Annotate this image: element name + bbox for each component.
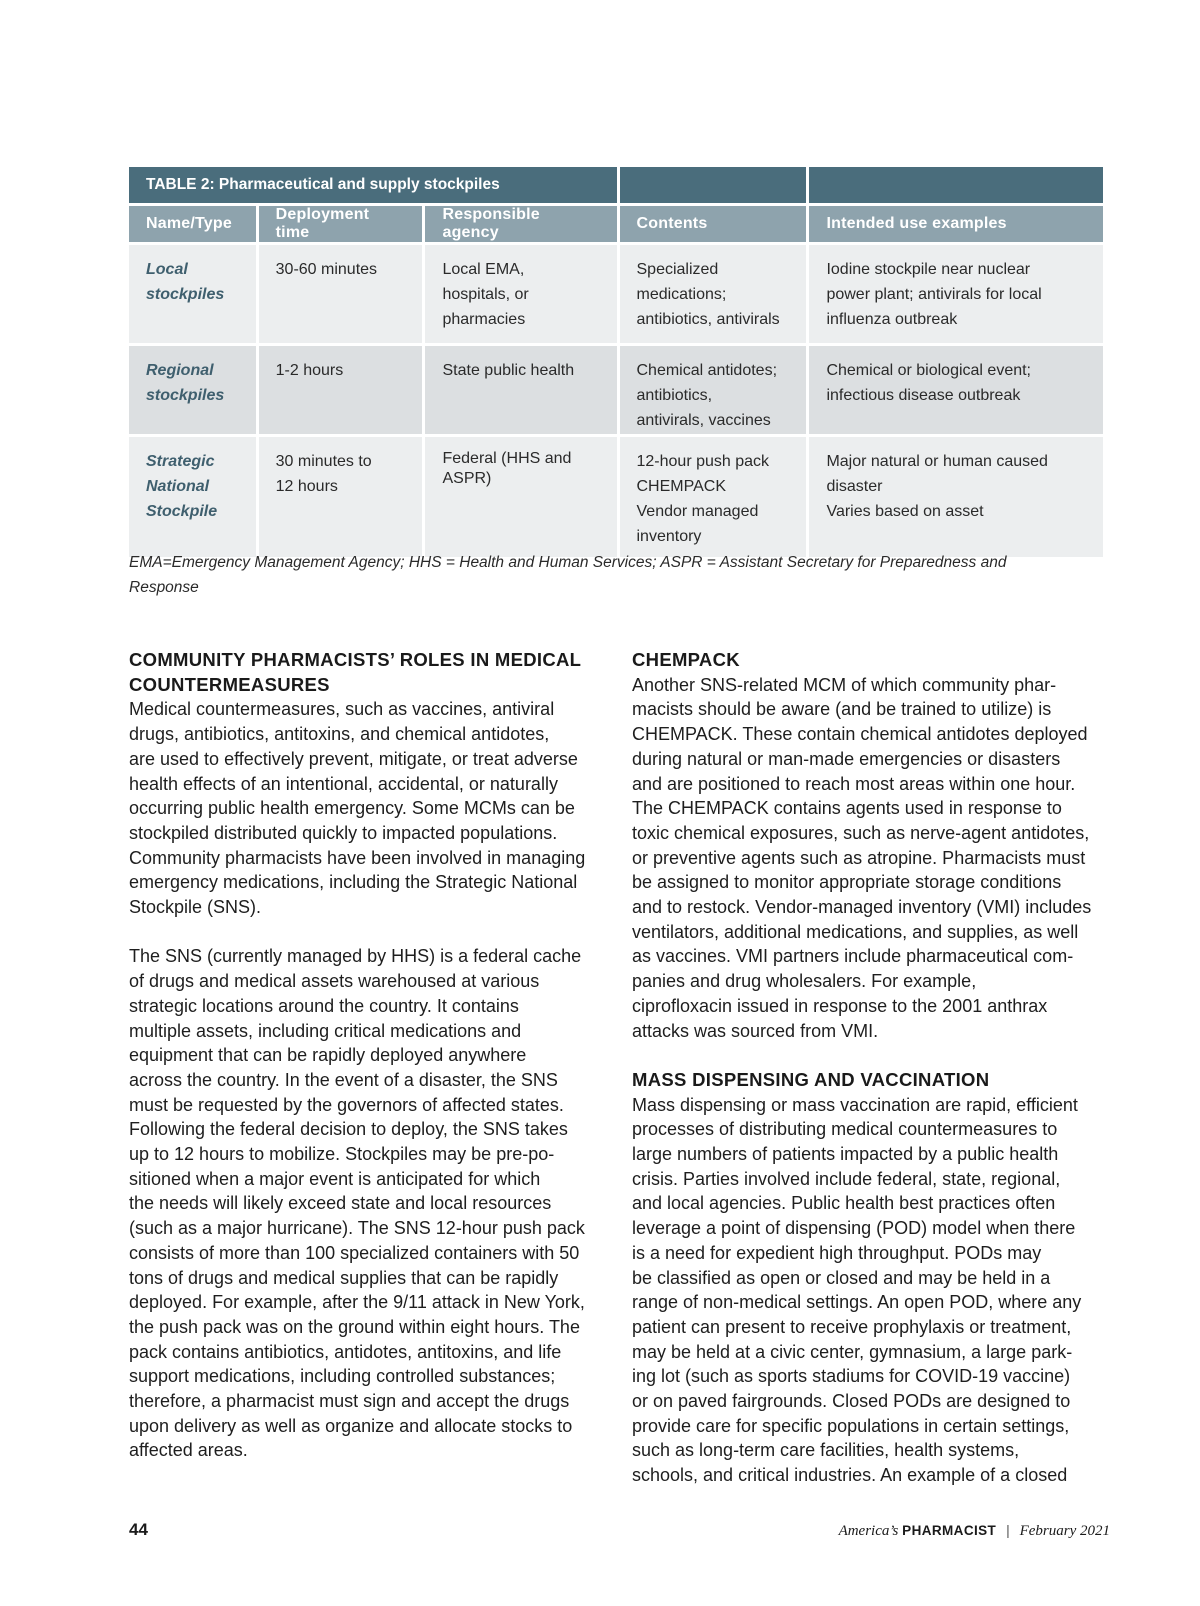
- text-line: upon delivery as well as organize and allocate stocks to: [129, 1415, 573, 1436]
- cell-line: Regional: [146, 362, 214, 379]
- cell-line: stockpiles: [146, 387, 225, 404]
- text-line: tons of drugs and medical supplies that can be rapidly: [129, 1267, 559, 1288]
- section-heading-mass-dispensing: MASS DISPENSING AND VACCINATION: [632, 1068, 990, 1090]
- row-deployment-cell: [259, 346, 423, 434]
- text-line: be assigned to monitor appropriate storage conditions: [632, 872, 1062, 893]
- text-line: therefore, a pharmacist must sign and accept the drugs: [129, 1391, 570, 1412]
- cell-line: disaster: [826, 478, 883, 495]
- cell-line: Vendor managed: [636, 503, 759, 520]
- text-line: toxic chemical exposures, such as nerve-agent antidotes,: [632, 822, 1090, 843]
- publication-prefix: America’s: [838, 1523, 899, 1539]
- row-agency-cell: [425, 437, 616, 557]
- text-line: The SNS (currently managed by HHS) is a federal cache: [129, 946, 582, 967]
- publication-masthead: [839, 1522, 1110, 1540]
- page-number: 44: [129, 1520, 148, 1539]
- text-line: during natural or man-made emergencies or disasters: [632, 748, 1061, 769]
- paragraph: [129, 697, 612, 919]
- text-line: Another SNS-related MCM of which community phar-: [632, 674, 1057, 695]
- paragraph: [632, 673, 1112, 1044]
- text-line: or on paved fairgrounds. Closed PODs are designed to: [632, 1391, 1071, 1412]
- cell-line: Strategic: [146, 453, 215, 470]
- row-deployment-cell: [259, 245, 423, 343]
- text-line: (such as a major hurricane). The SNS 12-hour push pack: [129, 1218, 585, 1239]
- text-line: leverage a point of dispensing (POD) model when there: [632, 1218, 1076, 1239]
- row-deployment-cell: [259, 437, 423, 557]
- text-line: and local agencies. Public health best practices often: [632, 1193, 1056, 1214]
- cell-line: 30 minutes to: [275, 453, 372, 470]
- stockpiles-table: [126, 164, 1106, 560]
- table-header-responsible-agency: Responsible agency: [425, 206, 616, 242]
- table-header-row: [129, 206, 1103, 242]
- text-line: panies and drug wholesalers. For example,: [632, 971, 977, 992]
- row-uses-cell: [809, 245, 1103, 343]
- cell-line: 12 hours: [275, 478, 338, 495]
- cell-line: Federal (HHS and: [442, 450, 572, 467]
- cell-line: antibiotics,: [636, 387, 713, 404]
- text-line: Stockpile (SNS).: [129, 897, 262, 918]
- text-line: consists of more than 100 specialized containers with 50: [129, 1242, 580, 1263]
- text-line: be classified as open or closed and may be held in a: [632, 1267, 1051, 1288]
- paragraph: [129, 944, 612, 1463]
- cell-line: inventory: [636, 528, 702, 545]
- table-row: [129, 245, 1103, 343]
- text-line: pack contains antibiotics, antidotes, antitoxins, and life: [129, 1341, 562, 1362]
- text-line: may be held at a civic center, gymnasium, a large park-: [632, 1341, 1073, 1362]
- text-line: and to restock. Vendor-managed inventory (VMI) includes: [632, 897, 1092, 918]
- row-agency-cell: [425, 346, 616, 434]
- table-footnote: [129, 550, 1109, 600]
- cell-line: Stockpile: [146, 503, 218, 520]
- text-line: support medications, including controlled substances;: [129, 1366, 556, 1387]
- cell-line: Local: [146, 261, 188, 278]
- text-line: health effects of an intentional, accidental, or naturally: [129, 773, 558, 794]
- cell-line: antivirals, vaccines: [636, 412, 771, 429]
- section-heading-chempack: CHEMPACK: [632, 649, 740, 670]
- text-line: ventilators, additional medications, and supplies, as well: [632, 921, 1079, 942]
- table-title-spacer: [809, 167, 1103, 203]
- text-line: ing lot (such as sports stadiums for COVID-19 vaccine): [632, 1366, 1071, 1387]
- text-line: Medical countermeasures, such as vaccines, antiviral: [129, 699, 555, 720]
- text-line: deployed. For example, after the 9/11 attack in New York,: [129, 1292, 585, 1313]
- row-contents-cell: [620, 437, 807, 557]
- text-line: drugs, antibiotics, antitoxins, and chemical antidotes,: [129, 724, 550, 745]
- text-line: provide care for specific populations in certain settings,: [632, 1415, 1070, 1436]
- table-title-spacer: [620, 167, 807, 203]
- text-line: large numbers of patients impacted by a public health: [632, 1144, 1059, 1165]
- text-line: are used to effectively prevent, mitigate, or treat adverse: [129, 748, 578, 769]
- right-column: [632, 648, 1112, 1488]
- text-line: patient can present to receive prophylaxis or treatment,: [632, 1316, 1072, 1337]
- text-line: must be requested by the governors of affected states.: [129, 1094, 564, 1115]
- table-header-intended-use: Intended use examples: [809, 206, 1103, 242]
- cell-line: Iodine stockpile near nuclear: [826, 261, 1031, 278]
- row-contents-cell: [620, 245, 807, 343]
- cell-line: ASPR): [442, 470, 492, 487]
- table-title: TABLE 2: Pharmaceutical and supply stockpiles: [129, 167, 617, 203]
- text-line: the push pack was on the ground within eight hours. The: [129, 1316, 580, 1337]
- text-line: processes of distributing medical countermeasures to: [632, 1119, 1058, 1140]
- text-line: sitioned when a major event is anticipated for which: [129, 1168, 541, 1189]
- text-line: The CHEMPACK contains agents used in response to: [632, 798, 1062, 819]
- table-header-contents: Contents: [620, 206, 807, 242]
- cell-line: Local EMA,: [442, 261, 525, 278]
- section-heading-community-pharmacists: [129, 648, 612, 697]
- text-line: Following the federal decision to deploy, the SNS takes: [129, 1119, 568, 1140]
- text-line: or preventive agents such as atropine. Pharmacists must: [632, 847, 1086, 868]
- cell-line: 30-60 minutes: [275, 261, 378, 278]
- table-title-row: [129, 167, 1103, 203]
- text-line: up to 12 hours to mobilize. Stockpiles may be pre-po-: [129, 1144, 555, 1165]
- paragraph: [632, 1093, 1112, 1488]
- row-name-cell: [129, 346, 256, 434]
- cell-line: 12-hour push pack: [636, 453, 770, 470]
- cell-line: pharmacies: [442, 311, 526, 328]
- paragraph-gap: [129, 920, 612, 945]
- cell-line: CHEMPACK: [636, 478, 726, 495]
- text-line: ciprofloxacin issued in response to the 2001 anthrax: [632, 995, 1048, 1016]
- text-line: the needs will likely exceed state and local resources: [129, 1193, 552, 1214]
- cell-line: Major natural or human caused: [826, 453, 1048, 470]
- text-line: emergency medications, including the Strategic National: [129, 872, 578, 893]
- row-uses-cell: [809, 437, 1103, 557]
- text-line: of drugs and medical assets warehoused at various: [129, 971, 540, 992]
- text-line: is a need for expedient high throughput. PODs may: [632, 1242, 1042, 1263]
- cell-line: Varies based on asset: [826, 503, 984, 520]
- cell-line: State public health: [442, 362, 575, 379]
- text-line: Mass dispensing or mass vaccination are rapid, efficient: [632, 1094, 1078, 1115]
- cell-line: stockpiles: [146, 286, 225, 303]
- row-name-cell: [129, 437, 256, 557]
- table-row: [129, 346, 1103, 434]
- row-name-cell: [129, 245, 256, 343]
- row-uses-cell: [809, 346, 1103, 434]
- text-line: affected areas.: [129, 1440, 248, 1461]
- cell-line: medications;: [636, 286, 727, 303]
- text-line: range of non-medical settings. An open POD, where any: [632, 1292, 1082, 1313]
- cell-line: power plant; antivirals for local: [826, 286, 1042, 303]
- publication-brand: PHARMACIST: [902, 1523, 997, 1538]
- text-line: as vaccines. VMI partners include pharmaceutical com-: [632, 946, 1074, 967]
- text-line: such as long-term care facilities, health systems,: [632, 1440, 1020, 1461]
- text-line: macists should be aware (and be trained to utilize) is: [632, 699, 1052, 720]
- text-line: Community pharmacists have been involved in managing: [129, 847, 586, 868]
- text-line: multiple assets, including critical medications and: [129, 1020, 522, 1041]
- cell-line: 1-2 hours: [275, 362, 344, 379]
- table-row: [129, 437, 1103, 557]
- footnote-line: EMA=Emergency Management Agency; HHS = Health and Human Services; ASPR = Assistant Secretary for Preparedness and: [129, 554, 1007, 571]
- paragraph-gap: [632, 1043, 1112, 1068]
- text-line: strategic locations around the country. It contains: [129, 995, 519, 1016]
- text-line: CHEMPACK. These contain chemical antidotes deployed: [632, 724, 1088, 745]
- footnote-line: Response: [129, 579, 199, 596]
- text-line: attacks was sourced from VMI.: [632, 1020, 879, 1041]
- text-line: crisis. Parties involved include federal, state, regional,: [632, 1168, 1061, 1189]
- cell-line: National: [146, 478, 210, 495]
- text-line: occurring public health emergency. Some MCMs can be: [129, 798, 575, 819]
- cell-line: hospitals, or: [442, 286, 529, 303]
- cell-line: antibiotics, antivirals: [636, 311, 780, 328]
- table-header-name-type: Name/Type: [129, 206, 256, 242]
- cell-line: infectious disease outbreak: [826, 387, 1021, 404]
- cell-line: Specialized: [636, 261, 719, 278]
- cell-line: influenza outbreak: [826, 311, 958, 328]
- table-header-deployment-time: Deployment time: [259, 206, 423, 242]
- text-line: across the country. In the event of a disaster, the SNS: [129, 1069, 558, 1090]
- heading-line: COMMUNITY PHARMACISTS’ ROLES IN MEDICAL: [129, 649, 582, 670]
- cell-line: Chemical antidotes;: [636, 362, 778, 379]
- row-agency-cell: [425, 245, 616, 343]
- text-line: stockpiled distributed quickly to impacted populations.: [129, 822, 558, 843]
- heading-line: COUNTERMEASURES: [129, 673, 330, 695]
- text-line: and are positioned to reach most areas within one hour.: [632, 773, 1076, 794]
- masthead-separator: |: [1006, 1522, 1010, 1538]
- text-line: equipment that can be rapidly deployed anywhere: [129, 1045, 527, 1066]
- row-contents-cell: [620, 346, 807, 434]
- left-column: [129, 648, 612, 1463]
- text-line: schools, and critical industries. An example of a closed: [632, 1465, 1068, 1486]
- issue-date: February 2021: [1019, 1523, 1110, 1539]
- cell-line: Chemical or biological event;: [826, 362, 1031, 379]
